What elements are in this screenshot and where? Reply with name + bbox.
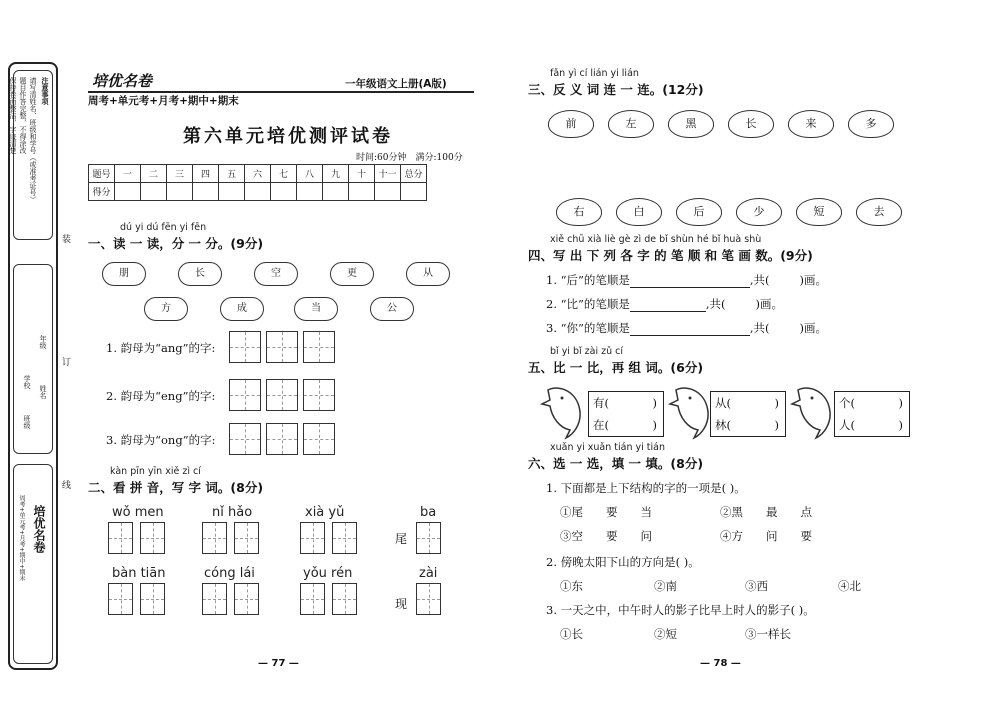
score-cell[interactable] [349,183,375,201]
write-cell[interactable] [416,522,441,554]
shell-word-text: 短 [813,205,825,218]
binding-strip [8,62,58,670]
shell-word[interactable] [736,198,782,226]
score-header-cell: 题号 [89,165,115,183]
shell-word-text: 少 [753,205,765,218]
s2-py-word: cóng lái [204,566,255,581]
score-cell[interactable] [375,183,401,201]
notes-head: 注意事项 [41,77,49,105]
score-cell[interactable] [141,183,167,201]
choice-option[interactable]: ③一样长 [745,627,791,641]
score-header-cell: 总分 [401,165,427,183]
write-grid[interactable] [266,423,298,455]
score-header-cell: 十 [349,165,375,183]
write-grid[interactable] [266,379,298,411]
score-header-cell: 十一 [375,165,401,183]
student-info-box [13,264,53,454]
cut-mark-1: 装 [62,235,72,245]
write-cell[interactable] [140,583,165,615]
cut-mark-2: 订 [62,358,72,368]
shell-word-text: 右 [573,205,585,218]
s4-q1 [546,272,827,288]
shell-word-text: 去 [873,205,885,218]
shell-word[interactable] [796,198,842,226]
write-cell[interactable] [332,522,357,554]
shell-word[interactable] [856,198,902,226]
choice-option[interactable]: ①东 [560,579,583,593]
write-cell[interactable] [416,583,441,615]
answer-blank[interactable] [770,273,800,287]
score-cell[interactable] [219,183,245,201]
compare-line[interactable]: 人( ) [839,418,903,432]
score-cell[interactable] [297,183,323,201]
score-header-cell: 九 [323,165,349,183]
section-1-heading: 一、读 一 读，分 一 分。(9分) [88,236,264,251]
class-label: 班级 [23,415,31,429]
shell-word[interactable] [788,110,834,138]
score-cell[interactable] [323,183,349,201]
shell-word[interactable] [728,110,774,138]
cloud-char: 当 [294,297,338,321]
compare-line[interactable]: 有( ) [593,396,657,410]
time-score: 时间:60分钟 满分:100分 [356,153,463,163]
shell-word-text: 后 [693,205,705,218]
write-grid[interactable] [229,379,261,411]
s4-q3-label: 3. “你”的笔顺是 [546,321,630,335]
answer-blank[interactable] [726,297,756,311]
score-header-cell: 四 [193,165,219,183]
score-header-cell: 八 [297,165,323,183]
strip-brand: 培优名卷 [32,505,46,553]
write-cell[interactable] [140,522,165,554]
s3-pinyin: fǎn yì cí lián yi lián [550,68,639,79]
note-1: 请写清姓名、班级和学号（或准考证号） [29,77,37,203]
grade-label: 年级 [39,335,47,349]
score-header-cell: 六 [245,165,271,183]
s4-q1-label: 1. “后”的笔顺是 [546,273,630,287]
score-header-cell: 三 [167,165,193,183]
shell-word[interactable] [616,198,662,226]
s2-py-word: zài [419,566,438,581]
write-grid[interactable] [303,331,335,363]
s4-q3 [546,320,827,336]
shell-word[interactable] [668,110,714,138]
cut-mark-3: 线 [62,481,72,491]
note-2: 题目作答完整，不得涂改 [19,77,27,154]
score-cell[interactable] [115,183,141,201]
s4-end: )画。 [799,273,828,287]
s4-q2 [546,296,783,312]
page-title: 第六单元培优测评试卷 [183,126,393,147]
compare-line[interactable]: 林( ) [715,418,779,432]
name-label: 姓名 [39,385,47,399]
cloud-char: 朋 [102,262,146,286]
page-number-right: — 78 — [700,658,741,669]
score-row-label: 得分 [89,183,115,201]
shell-word-text: 多 [865,117,877,130]
write-cell[interactable] [300,522,325,554]
s1-q2: 2. 韵母为“eng”的字: [106,389,216,403]
write-cell[interactable] [234,583,259,615]
shell-word[interactable] [608,110,654,138]
write-cell[interactable] [332,583,357,615]
s6-pinyin: xuǎn yi xuǎn tián yi tián [550,442,666,453]
answer-blank[interactable] [630,321,750,336]
brand-logo: 培优名卷 [92,72,153,90]
section-6-heading: 六、选 一 选，填 一 填。(8分) [528,456,704,471]
cloud-char: 长 [178,262,222,286]
compare-line[interactable]: 个( ) [839,396,903,410]
choice-option[interactable]: ①长 [560,627,583,641]
write-grid[interactable] [303,423,335,455]
write-cell[interactable] [202,522,227,554]
compare-line[interactable]: 在( ) [593,418,657,432]
cloud-char: 成 [220,297,264,321]
s2-given-char: 尾 [395,532,408,546]
compare-box [588,391,664,437]
answer-blank[interactable] [630,297,706,312]
s2-py-word: xià yǔ [305,505,345,520]
write-cell[interactable] [234,522,259,554]
s6-q2: 2. 傍晚太阳下山的方向是( )。 [546,555,700,569]
notes-box [9,70,53,240]
shell-word[interactable] [848,110,894,138]
choice-option[interactable]: ②短 [654,627,677,641]
s4-pinyin: xiě chū xià liè gè zì de bǐ shùn hé bǐ huà shù [550,234,762,245]
shell-word-text: 长 [745,117,757,130]
choice-option[interactable]: ②南 [654,579,677,593]
choice-option[interactable]: ②黑 最 点 [720,505,812,519]
score-table [88,164,427,201]
score-cell[interactable] [193,183,219,201]
score-cell[interactable] [167,183,193,201]
shell-word-text: 来 [805,117,817,130]
dolphin-icon [668,384,714,440]
score-cell[interactable] [271,183,297,201]
write-cell[interactable] [108,583,133,615]
answer-blank[interactable] [630,273,750,288]
section-2-heading: 二、看 拼 音，写 字 词。(8分) [88,480,264,495]
shell-word-text: 前 [565,117,577,130]
write-grid[interactable] [266,331,298,363]
strip-logo-box [13,464,53,664]
s4-mid: ,共( [749,273,770,287]
score-header-cell: 二 [141,165,167,183]
choice-option[interactable]: ③西 [745,579,768,593]
score-cell[interactable] [401,183,427,201]
s2-py-word: nǐ hǎo [212,505,253,520]
write-grid[interactable] [229,331,261,363]
s2-py-word: yǒu rén [303,566,353,581]
compare-line[interactable]: 从( ) [715,396,779,410]
shell-word-text: 左 [625,117,637,130]
s2-pinyin: kàn pīn yīn xiě zì cí [110,466,201,477]
compare-box [834,391,910,437]
write-grid[interactable] [303,379,335,411]
cloud-char: 更 [330,262,374,286]
score-header-cell: 五 [219,165,245,183]
write-cell[interactable] [300,583,325,615]
s1-q3: 3. 韵母为“ong”的字: [106,433,216,447]
s6-q1: 1. 下面都是上下结构的字的一项是( )。 [546,481,746,495]
s2-py-word: ba [420,505,437,520]
shell-word[interactable] [556,198,602,226]
shell-word[interactable] [676,198,722,226]
cloud-char: 空 [254,262,298,286]
s4-end: )画。 [755,297,784,311]
s2-py-word: bàn tiān [112,566,166,581]
compare-box [710,391,786,437]
dolphin-icon [790,384,836,440]
s6-q3: 3. 一天之中，中午时人的影子比早上时人的影子( )。 [546,603,815,617]
shell-word-text: 黑 [685,117,697,130]
s5-pinyin: bǐ yi bǐ zài zǔ cí [550,346,624,357]
dolphin-icon [540,384,586,440]
choice-option[interactable]: ④方 问 要 [720,529,812,543]
cloud-char: 公 [370,297,414,321]
section-5-heading: 五、比 一 比，再 组 词。(6分) [528,360,704,375]
score-cell[interactable] [245,183,271,201]
cloud-char: 方 [144,297,188,321]
s4-mid: ,共( [749,321,770,335]
shell-word[interactable] [548,110,594,138]
strip-brand-sub: 周考+单元考+月考+期中+期末 [18,495,25,582]
s2-given-char: 现 [395,597,408,611]
shell-word-text: 白 [633,205,645,218]
page-number-left: — 77 — [258,658,299,669]
school-label: 学校 [23,375,31,389]
write-cell[interactable] [202,583,227,615]
answer-blank[interactable] [770,321,800,335]
cloud-char: 从 [406,262,450,286]
score-header-cell: 一 [115,165,141,183]
s2-py-word: wǒ men [112,505,164,520]
write-grid[interactable] [229,423,261,455]
s1-pinyin: dú yi dú fēn yi fēn [120,222,207,233]
write-cell[interactable] [108,522,133,554]
s1-q1: 1. 韵母为“ang”的字: [106,341,216,355]
choice-option[interactable]: ③空 要 问 [560,529,652,543]
score-header-cell: 七 [271,165,297,183]
section-3-heading: 三、反 义 词 连 一 连。(12分) [528,82,704,97]
choice-option[interactable]: ①尾 要 当 [560,505,652,519]
note-3: 保持卷面整洁，字迹清楚 [9,77,17,154]
s4-mid: ,共( [705,297,726,311]
choice-option[interactable]: ④北 [838,579,861,593]
section-4-heading: 四、写 出 下 列 各 字 的 笔 顺 和 笔 画 数。(9分) [528,248,813,263]
s4-end: )画。 [799,321,828,335]
s4-q2-label: 2. “比”的笔顺是 [546,297,630,311]
series-text: 周考+单元考+月考+期中+期末 [88,95,239,107]
book-subtitle: 一年级语文上册(A版) [345,78,447,90]
